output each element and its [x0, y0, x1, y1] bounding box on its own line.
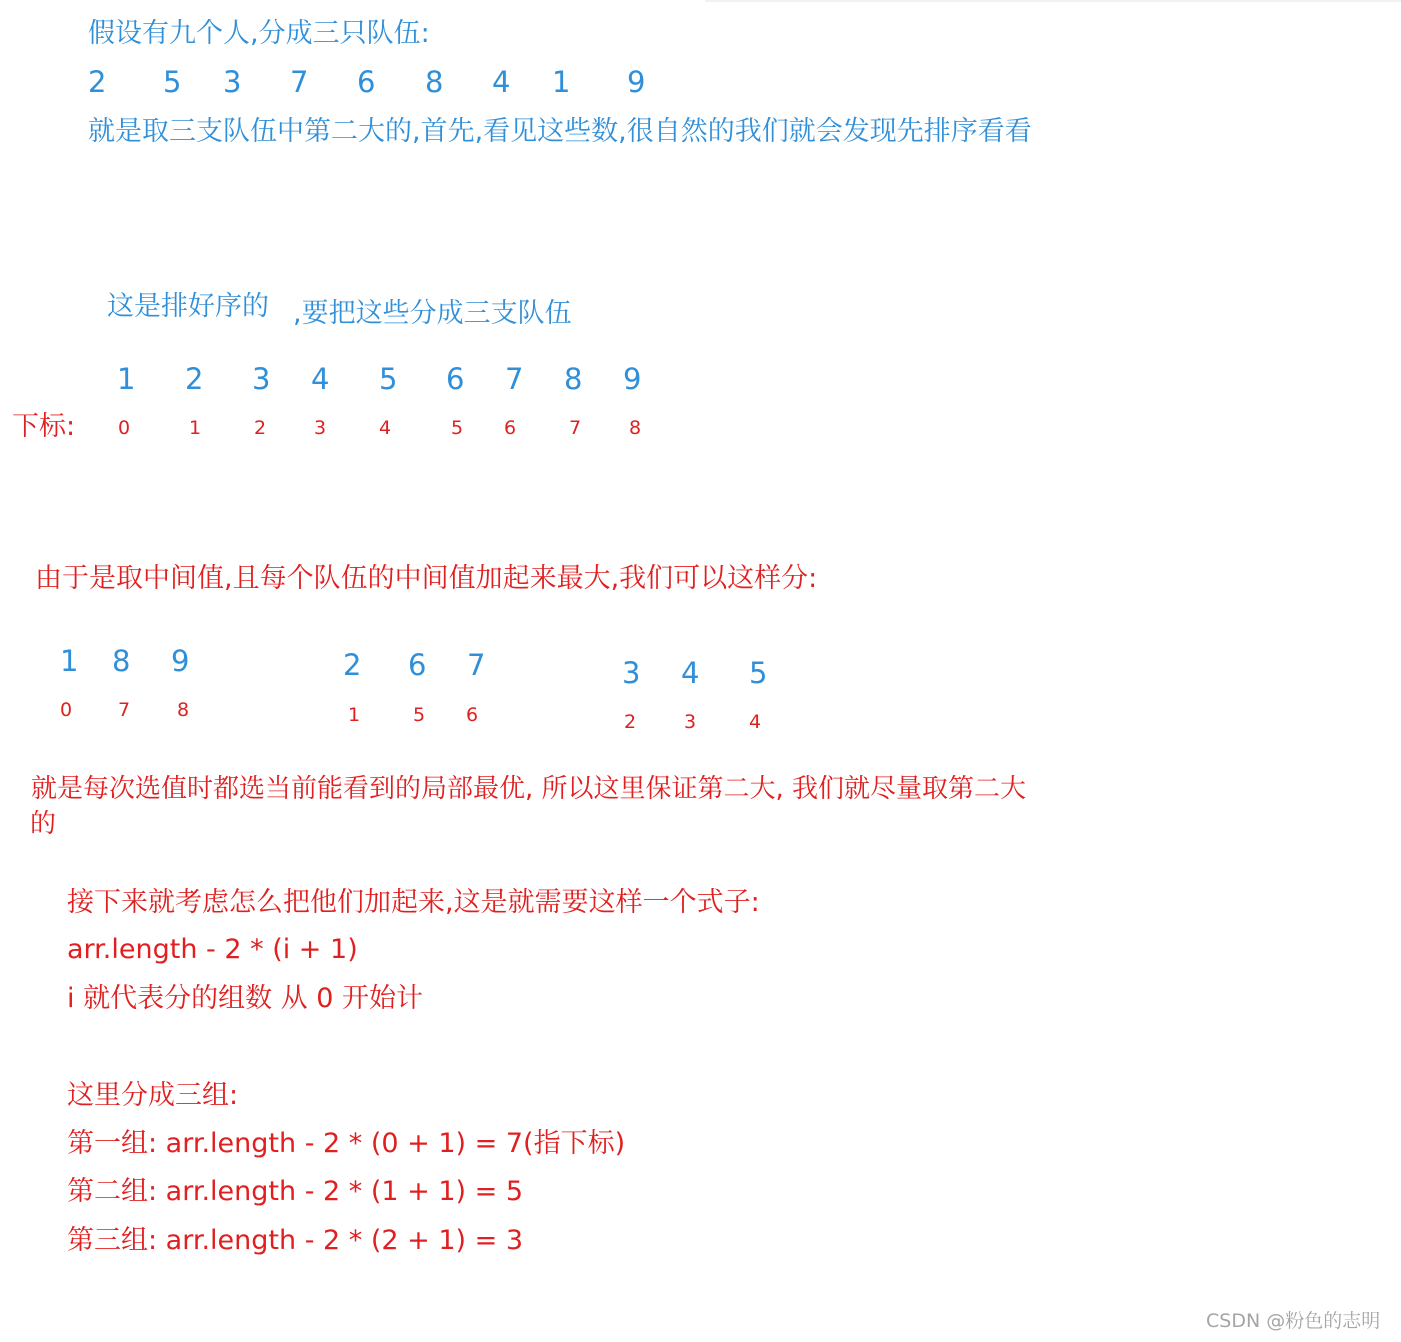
index-label: 下标:: [12, 411, 76, 442]
formula-expression: arr.length - 2 * (i + 1): [67, 934, 358, 965]
sorted-label-b: ,要把这些分成三支队伍: [293, 298, 572, 329]
group-2-value: 2: [343, 648, 362, 682]
group-1-value: 1: [60, 644, 79, 678]
group-3-value: 5: [749, 656, 768, 690]
example-row: 第二组: arr.length - 2 * (1 + 1) = 5: [67, 1176, 524, 1207]
intro-line-2: 就是取三支队伍中第二大的,首先,看见这些数,很自然的我们就会发现先排序看看: [88, 116, 1032, 147]
intro-number: 5: [163, 65, 182, 99]
sorted-value: 7: [505, 362, 524, 396]
formula-note: i 就代表分的组数 从 0 开始计: [67, 983, 424, 1014]
intro-number: 6: [357, 65, 376, 99]
group-1-index: 0: [60, 699, 73, 721]
group-3-index: 2: [624, 711, 637, 733]
sorted-index: 6: [504, 417, 517, 439]
sorted-value: 4: [311, 362, 330, 396]
group-3-index: 3: [684, 711, 697, 733]
intro-number: 3: [223, 65, 242, 99]
greedy-line-1: 就是每次选值时都选当前能看到的局部最优, 所以这里保证第二大, 我们就尽量取第二大: [31, 774, 1027, 804]
group-2-value: 7: [467, 648, 486, 682]
sorted-value: 8: [564, 362, 583, 396]
group-1-value: 9: [171, 644, 190, 678]
group-1-index: 7: [118, 699, 131, 721]
intro-number: 2: [88, 65, 107, 99]
sorted-index: 4: [379, 417, 392, 439]
sorted-label-a: 这是排好序的: [107, 291, 269, 322]
group-2-value: 6: [408, 648, 427, 682]
sorted-index: 3: [314, 417, 327, 439]
intro-number: 1: [552, 65, 571, 99]
sorted-index: 2: [254, 417, 267, 439]
sorted-value: 9: [623, 362, 642, 396]
group-3-value: 4: [681, 656, 700, 690]
intro-line-1: 假设有九个人,分成三只队伍:: [88, 18, 430, 49]
sorted-value: 3: [252, 362, 271, 396]
sorted-index: 5: [451, 417, 464, 439]
csdn-watermark: CSDN @粉色的志明: [1206, 1310, 1381, 1332]
sorted-value: 5: [379, 362, 398, 396]
sorted-index: 0: [118, 417, 131, 439]
group-2-index: 5: [413, 704, 426, 726]
group-2-index: 6: [466, 704, 479, 726]
example-row: 第三组: arr.length - 2 * (2 + 1) = 3: [67, 1225, 524, 1256]
intro-number: 9: [627, 65, 646, 99]
intro-number: 8: [425, 65, 444, 99]
formula-intro: 接下来就考虑怎么把他们加起来,这是就需要这样一个式子:: [67, 887, 760, 918]
sorted-index: 7: [569, 417, 582, 439]
sorted-index: 1: [189, 417, 202, 439]
group-1-value: 8: [112, 644, 131, 678]
group-1-index: 8: [177, 699, 190, 721]
example-title: 这里分成三组:: [67, 1080, 239, 1111]
intro-number: 7: [290, 65, 309, 99]
group-3-value: 3: [622, 656, 641, 690]
sorted-value: 6: [446, 362, 465, 396]
strategy-text: 由于是取中间值,且每个队伍的中间值加起来最大,我们可以这样分:: [35, 563, 818, 594]
group-2-index: 1: [348, 704, 361, 726]
top-divider: [705, 0, 1401, 2]
sorted-value: 1: [117, 362, 136, 396]
sorted-value: 2: [185, 362, 204, 396]
sorted-index: 8: [629, 417, 642, 439]
greedy-line-2: 的: [30, 809, 57, 839]
intro-number: 4: [492, 65, 511, 99]
group-3-index: 4: [749, 711, 762, 733]
example-row: 第一组: arr.length - 2 * (0 + 1) = 7(指下标): [67, 1128, 626, 1159]
